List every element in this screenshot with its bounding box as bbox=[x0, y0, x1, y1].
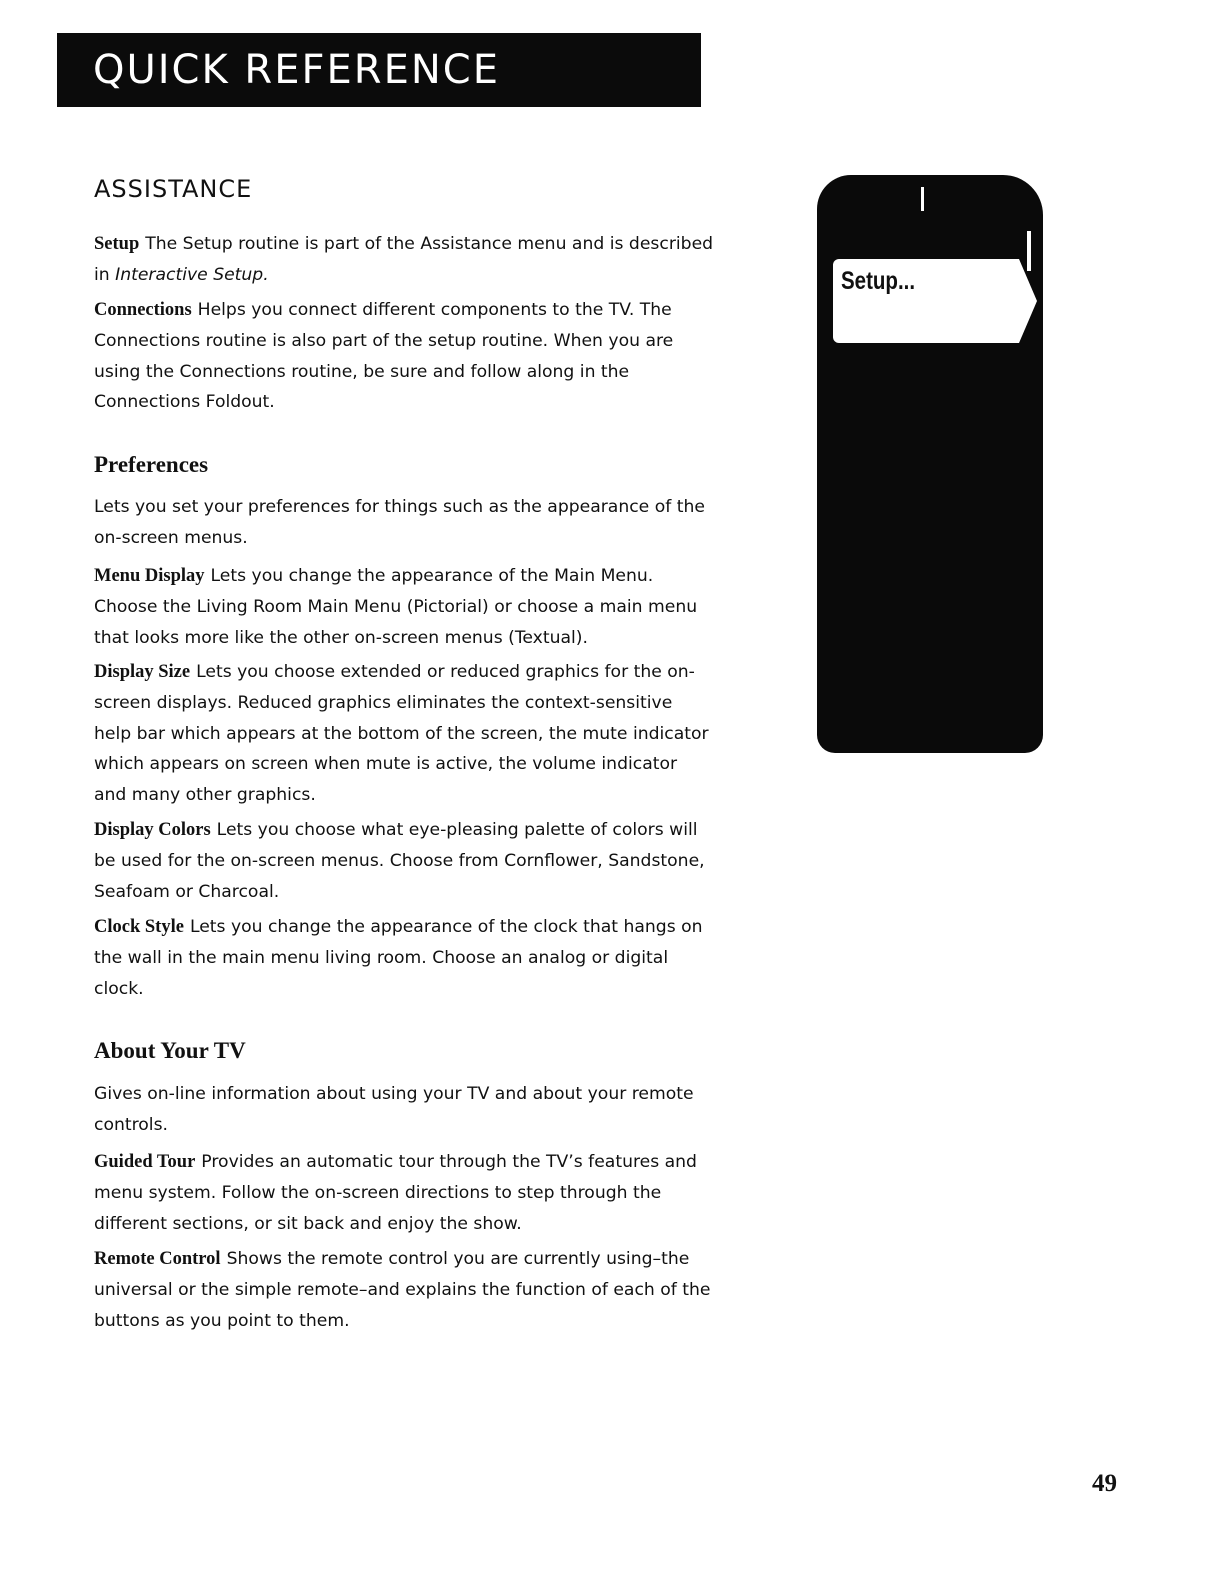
clock-style-text: Lets you change the appearance of the clock that hangs on the wall in the main menu living room. Choose an analog or digital clock. bbox=[94, 917, 703, 999]
display-size-term: Display Size bbox=[94, 662, 191, 682]
tv-menu-screenshot bbox=[817, 175, 1043, 753]
page-number: 49 bbox=[1092, 1470, 1117, 1497]
display-colors-text: Lets you choose what eye-pleasing palette of colors will be used for the on-screen menus. Choose from Cornflower, Sandstone, Seafoam or Charcoal. bbox=[94, 820, 705, 902]
section-banner bbox=[57, 33, 701, 107]
assistance-heading: ASSISTANCE bbox=[94, 175, 253, 203]
setup-menu-label: Setup... bbox=[841, 267, 916, 295]
display-colors-paragraph bbox=[94, 815, 714, 907]
setup-text: The Setup routine is part of the Assistance menu and is described in bbox=[94, 234, 714, 285]
setup-menu-item bbox=[833, 259, 1019, 343]
menu-display-paragraph bbox=[94, 561, 714, 653]
guided-tour-text: Provides an automatic tour through the TV’s features and menu system. Follow the on-screen directions to step through the different sections, or sit back and enjoy the show. bbox=[94, 1152, 697, 1234]
remote-control-paragraph bbox=[94, 1244, 714, 1336]
setup-italic-ref: Interactive Setup. bbox=[115, 264, 269, 285]
screen-mark bbox=[921, 187, 924, 211]
preferences-heading: Preferences bbox=[94, 452, 209, 477]
setup-term: Setup bbox=[94, 234, 140, 254]
guided-tour-paragraph bbox=[94, 1147, 714, 1239]
connections-term: Connections bbox=[94, 300, 192, 320]
clock-style-paragraph bbox=[94, 912, 714, 1004]
banner-title: QUICK REFERENCE bbox=[93, 47, 500, 93]
remote-control-text: Shows the remote control you are currently using–the universal or the simple remote–and explains the function of each of the buttons as you point to them. bbox=[94, 1249, 711, 1331]
clock-style-term: Clock Style bbox=[94, 917, 184, 937]
about-heading: About Your TV bbox=[94, 1038, 246, 1063]
menu-display-text: Lets you change the appearance of the Main Menu. Choose the Living Room Main Menu (Pictorial) or choose a main menu that looks more like the other on-screen menus (Textual). bbox=[94, 566, 698, 648]
menu-display-term: Menu Display bbox=[94, 566, 205, 586]
setup-paragraph bbox=[94, 229, 714, 291]
guided-tour-term: Guided Tour bbox=[94, 1152, 196, 1172]
display-size-paragraph bbox=[94, 657, 714, 811]
about-intro: Gives on-line information about using your TV and about your remote controls. bbox=[94, 1084, 694, 1135]
connections-paragraph bbox=[94, 295, 714, 418]
display-colors-term: Display Colors bbox=[94, 820, 211, 840]
preferences-intro: Lets you set your preferences for things such as the appearance of the on-screen menus. bbox=[94, 497, 705, 548]
remote-control-term: Remote Control bbox=[94, 1249, 221, 1269]
display-size-text: Lets you choose extended or reduced graphics for the on-screen displays. Reduced graphics eliminates the context-sensitive help bar which appears at the bottom of the screen, the mute indicator which appears on screen when mute is active, the volume indicator and many other graphics. bbox=[94, 662, 709, 806]
connections-text: Helps you connect different components to the TV. The Connections routine is also part of the setup routine. When you are using the Connections routine, be sure and follow along in the Connections Foldout. bbox=[94, 300, 674, 413]
